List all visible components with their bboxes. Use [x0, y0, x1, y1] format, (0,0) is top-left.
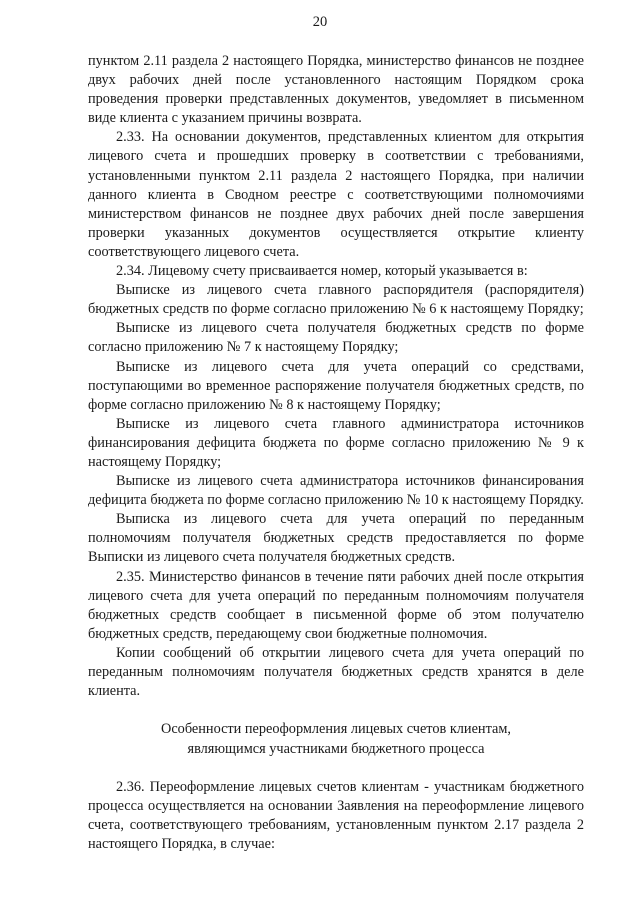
section-heading	[88, 720, 584, 759]
paragraph-copies: Копии сообщений об открытии лицевого счета для учета операций по переданным полномочиям получателя бюджетных средств хранятся в деле клиента.	[88, 644, 584, 700]
section-heading-line-1: Особенности переоформления лицевых счетов клиентам,	[161, 721, 511, 738]
page-number: 20	[312, 14, 328, 30]
list-item-appendix-7: Выписке из лицевого счета получателя бюджетных средств по форме согласно приложению № 7 к настоящему Порядку;	[88, 320, 584, 356]
paragraph-2-35: 2.35. Министерство финансов в течение пяти рабочих дней после открытия лицевого счета для учета операций по переданным полномочиям получателя бюджетных средств сообщает в письменной форме об этом получателю бюджетных средств, передающему свои бюджетные полномочия.	[88, 568, 584, 642]
document-body	[88, 52, 584, 855]
list-item-appendix-6: Выписке из лицевого счета главного распорядителя (распорядителя) бюджетных средств по форме согласно приложению № 6 к настоящему Порядку;	[88, 282, 584, 318]
section-heading-line-2: являющимся участниками бюджетного процесса	[187, 740, 485, 757]
paragraph-continuation: пунктом 2.11 раздела 2 настоящего Порядка, министерство финансов не позднее двух рабочих дней после установленного настоящим Порядком срока проведения проверки представленных документов, уведомляет в письменном виде клиента с указанием причины возврата.	[88, 53, 584, 127]
list-item-appendix-8: Выписке из лицевого счета для учета операций со средствами, поступающими во временное распоряжение получателя бюджетных средств, по форме согласно приложению № 8 к настоящему Порядку;	[88, 358, 584, 413]
paragraph-delegated-statement: Выписка из лицевого счета для учета операций по переданным полномочиям получателя бюджетных средств предоставляется по форме Выписки из лицевого счета получателя бюджетных средств.	[88, 511, 584, 566]
list-item-appendix-9: Выписке из лицевого счета главного администратора источников финансирования дефицита бюджета по форме согласно приложению № 9 к настоящему Порядку;	[88, 415, 584, 470]
paragraph-2-34: 2.34. Лицевому счету присваивается номер, который указывается в:	[116, 263, 528, 280]
paragraph-2-33: 2.33. На основании документов, представленных клиентом для открытия лицевого счета и прошедших проверку в соответствии с требованиями, установленными пунктом 2.11 раздела 2 настоящего Порядка, при наличии данного клиента в Сводном реестре с соответствующими полномочиями министерством финансов не позднее двух рабочих дней после завершения проверки указанных документов осуществляется открытие клиенту соответствующего лицевого счета.	[88, 129, 584, 260]
paragraph-2-36: 2.36. Переоформление лицевых счетов клиентам - участникам бюджетного процесса осуществляется на основании Заявления на переоформление лицевого счета, соответствующего требованиям, установленным пунктом 2.17 раздела 2 настоящего Порядка, в случае:	[88, 779, 584, 853]
list-item-appendix-10: Выписке из лицевого счета администратора источников финансирования дефицита бюджета по форме согласно приложению № 10 к настоящему Порядку.	[88, 473, 584, 509]
